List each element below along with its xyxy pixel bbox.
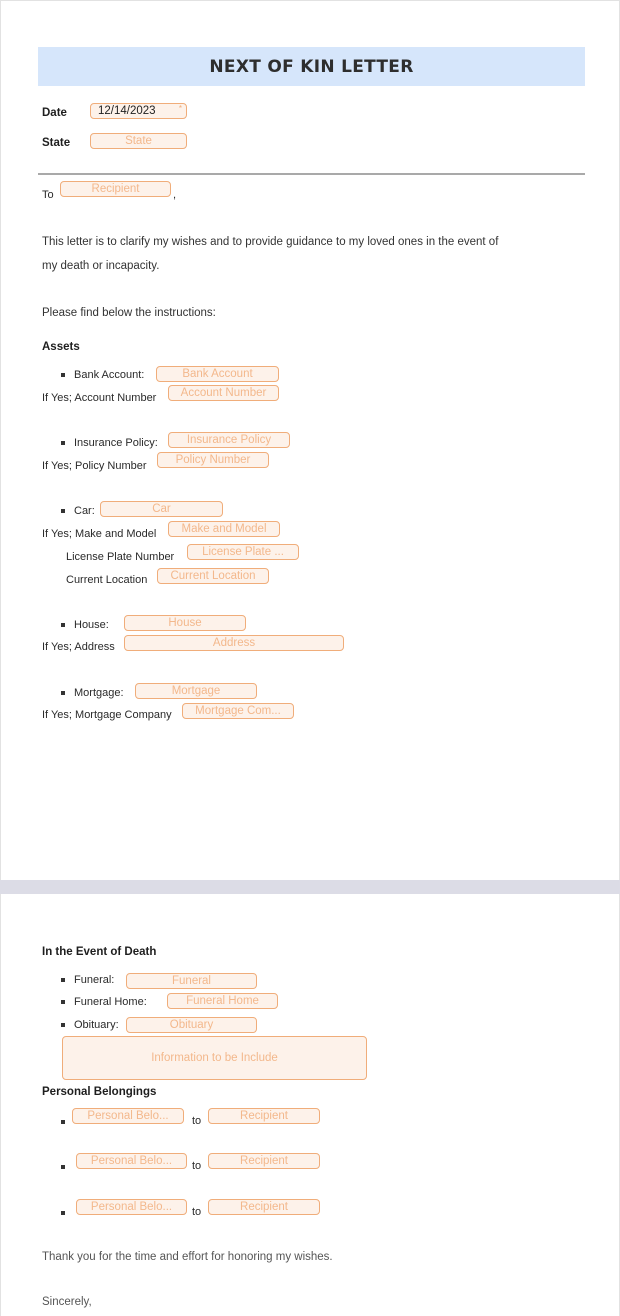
current-location-field[interactable]: Current Location [157,568,269,584]
date-field[interactable] [90,103,187,119]
date-label: Date [42,107,67,119]
bank-account-field[interactable]: Bank Account [156,366,279,382]
account-number-field[interactable]: Account Number [168,385,279,401]
account-number-label: If Yes; Account Number [42,392,157,404]
closing-sincerely: Sincerely, [42,1296,92,1308]
mortgage-field[interactable]: Mortgage [135,683,257,699]
divider-line [38,173,585,175]
bullet-icon [61,509,65,513]
belonging-recipient-field[interactable]: Recipient [208,1108,320,1124]
funeral-field[interactable]: Funeral [126,973,257,989]
address-label: If Yes; Address [42,641,115,653]
document-title: NEXT OF KIN LETTER [209,56,414,77]
bullet-icon [61,623,65,627]
make-model-label: If Yes; Make and Model [42,528,157,540]
intro-line-1: This letter is to clarify my wishes and to provide guidance to my loved ones in the event of [42,236,499,248]
license-plate-field[interactable]: License Plate ... [187,544,299,560]
obituary-label: Obituary: [74,1019,119,1031]
bullet-icon [61,1211,65,1215]
title-banner [38,47,585,86]
license-plate-label: License Plate Number [66,551,175,563]
death-heading: In the Event of Death [42,946,157,958]
required-marker-icon: * [178,104,182,113]
obituary-field[interactable]: Obituary [126,1017,257,1033]
insurance-policy-field[interactable]: Insurance Policy [168,432,290,448]
bullet-icon [61,978,65,982]
bullet-icon [61,1120,65,1124]
funeral-label: Funeral: [74,974,115,986]
bullet-icon [61,691,65,695]
assets-heading: Assets [42,341,80,353]
belongings-heading: Personal Belongings [42,1086,157,1098]
bullet-icon [61,1000,65,1004]
belonging-recipient-field[interactable]: Recipient [208,1199,320,1215]
house-label: House: [74,619,109,631]
make-model-field[interactable]: Make and Model [168,521,280,537]
current-location-label: Current Location [66,574,148,586]
belonging-item-field[interactable]: Personal Belo... [72,1108,184,1124]
bullet-icon [61,373,65,377]
state-field[interactable]: State [90,133,187,149]
policy-number-field[interactable]: Policy Number [157,452,269,468]
belonging-item-field[interactable]: Personal Belo... [76,1153,187,1169]
closing-thanks: Thank you for the time and effort for honoring my wishes. [42,1251,333,1263]
bank-account-label: Bank Account: [74,369,145,381]
state-label: State [42,137,71,149]
funeral-home-field[interactable]: Funeral Home [167,993,278,1009]
information-textarea[interactable]: Information to be Include [62,1036,367,1080]
belonging-item-field[interactable]: Personal Belo... [76,1199,187,1215]
recipient-comma: , [173,189,177,201]
belonging-to-label: to [192,1115,202,1127]
insurance-policy-label: Insurance Policy: [74,437,158,449]
car-label: Car: [74,505,95,517]
mortgage-company-label: If Yes; Mortgage Company [42,709,172,721]
funeral-home-label: Funeral Home: [74,996,147,1008]
page-separator [0,880,620,894]
bullet-icon [61,441,65,445]
document-page-2 [0,894,620,1316]
bullet-icon [61,1023,65,1027]
belonging-recipient-field[interactable]: Recipient [208,1153,320,1169]
belonging-to-label: to [192,1160,202,1172]
to-label: To [42,189,54,201]
date-value: 12/14/2023 [98,105,156,117]
recipient-field[interactable]: Recipient [60,181,171,197]
bullet-icon [61,1165,65,1169]
belonging-to-label: to [192,1206,202,1218]
intro-line-2: my death or incapacity. [42,260,160,272]
policy-number-label: If Yes; Policy Number [42,460,147,472]
car-field[interactable]: Car [100,501,223,517]
mortgage-label: Mortgage: [74,687,124,699]
house-field[interactable]: House [124,615,246,631]
mortgage-company-field[interactable]: Mortgage Com... [182,703,294,719]
address-field[interactable]: Address [124,635,344,651]
instructions-text: Please find below the instructions: [42,307,216,319]
